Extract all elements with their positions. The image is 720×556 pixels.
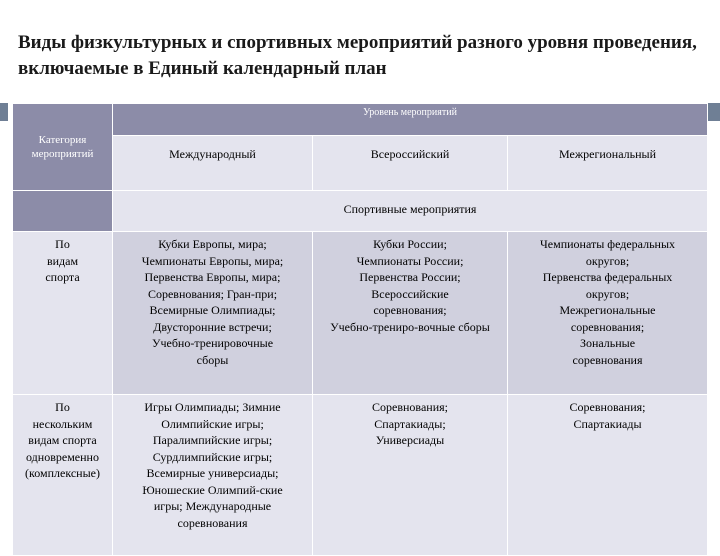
row-category: По видам спорта bbox=[13, 232, 113, 395]
accent-bar-left bbox=[0, 103, 8, 121]
slide-title: Виды физкультурных и спортивных мероприятий разного уровня проведения, включаемые в Единый календарный план bbox=[18, 32, 697, 79]
header-row-level bbox=[13, 104, 708, 136]
table-cell-international: Игры Олимпиады; Зимние Олимпийские игры; Паралимпийские игры; Сурдлимпийские игры; Всемирные универсиады; Юношеские Олимпий-ские игры; Международные соревнования bbox=[113, 395, 313, 556]
column-header-interregional: Межрегиональный bbox=[508, 136, 708, 191]
section-category-spacer bbox=[13, 191, 113, 232]
table-cell-international: Кубки Европы, мира; Чемпионаты Европы, мира; Первенства Европы, мира; Соревнования; Гран-при; Всемирные Олимпиады; Двусторонние встречи; Учебно-тренировочные сборы bbox=[113, 232, 313, 395]
table-row bbox=[13, 395, 708, 556]
table-cell-all-russian: Кубки России; Чемпионаты России; Первенства России; Всероссийские соревнования; Учебно-трениро-вочные сборы bbox=[313, 232, 508, 395]
header-row-columns bbox=[13, 136, 708, 191]
section-row bbox=[13, 191, 708, 232]
category-header: Категория мероприятий bbox=[13, 104, 113, 191]
row-category: По нескольким видам спорта одновременно (комплексные) bbox=[13, 395, 113, 556]
section-header: Спортивные мероприятия bbox=[113, 191, 708, 232]
column-header-international: Международный bbox=[113, 136, 313, 191]
accent-bar-right bbox=[708, 103, 720, 121]
events-table bbox=[12, 103, 708, 556]
table-row bbox=[13, 232, 708, 395]
table-cell-all-russian: Соревнования; Спартакиады; Универсиады bbox=[313, 395, 508, 556]
level-header: Уровень мероприятий bbox=[113, 104, 708, 136]
column-header-all-russian: Всероссийский bbox=[313, 136, 508, 191]
table-cell-interregional: Чемпионаты федеральных округов; Первенства федеральных округов; Межрегиональные соревнования; Зональные соревнования bbox=[508, 232, 708, 395]
table-cell-interregional: Соревнования; Спартакиады bbox=[508, 395, 708, 556]
